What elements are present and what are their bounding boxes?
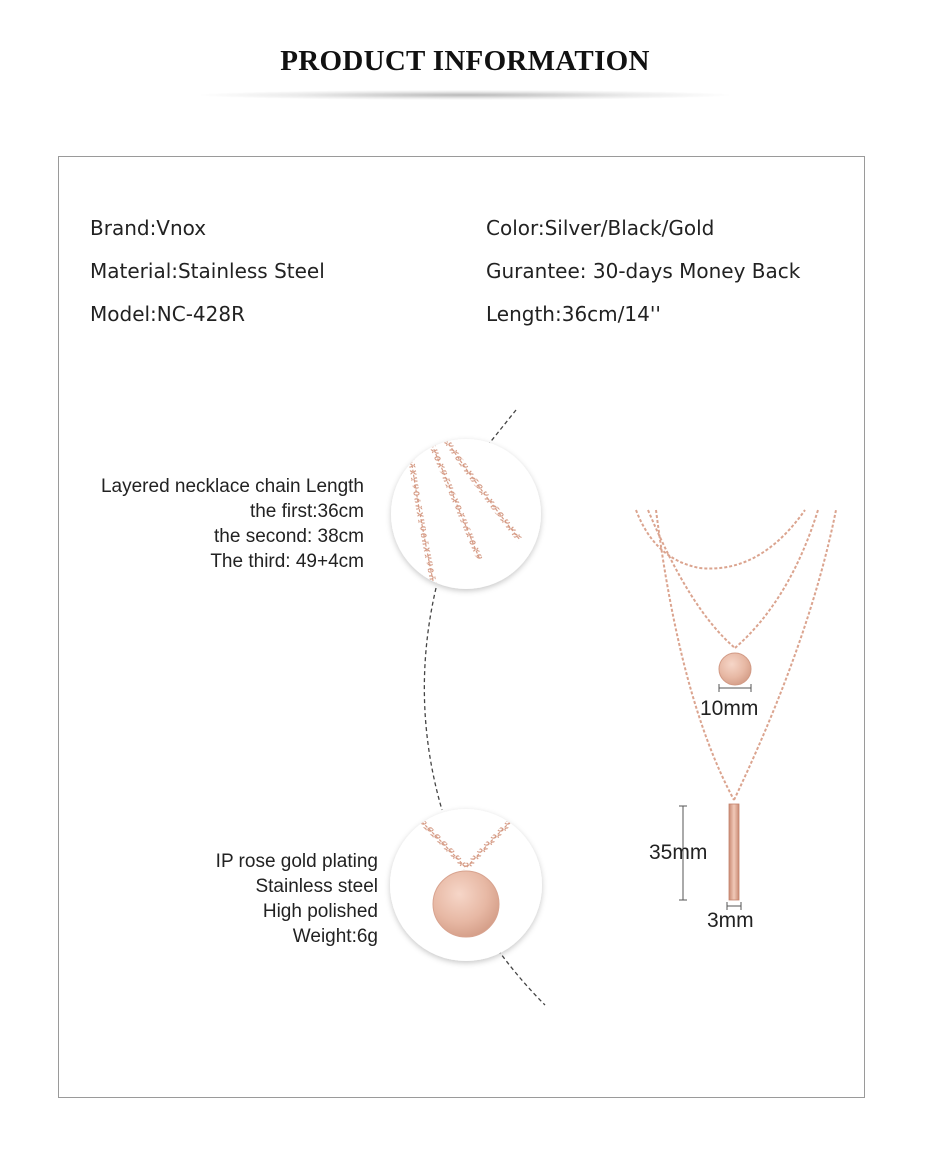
- pendant-material-callout: [150, 849, 378, 949]
- chain-callout-title: Layered necklace chain Length: [100, 476, 364, 497]
- connector-arc-middle: [424, 588, 442, 810]
- material-text: Stainless steel: [255, 876, 378, 897]
- chain-zoom-circle: [391, 439, 541, 590]
- spec-brand: Brand:Vnox: [90, 216, 207, 240]
- spec-color: Color:Silver/Black/Gold: [486, 216, 715, 240]
- spec-guarantee: Gurantee: 30-days Money Back: [486, 259, 801, 283]
- connector-arc-lower: [498, 950, 545, 1005]
- spec-length: Length:36cm/14'': [486, 302, 661, 326]
- plating-text: IP rose gold plating: [215, 851, 378, 872]
- page-title: PRODUCT INFORMATION: [280, 45, 650, 77]
- bar-width-label: 3mm: [707, 909, 754, 932]
- weight-text: Weight:6g: [292, 926, 378, 947]
- chain-length-third: The third: 49+4cm: [210, 551, 364, 572]
- chain-length-second: the second: 38cm: [214, 526, 364, 547]
- disc-diameter-label: 10mm: [700, 697, 759, 720]
- chain-length-callout: [60, 474, 364, 574]
- spec-material: Material:Stainless Steel: [90, 259, 325, 283]
- chain-length-first: the first:36cm: [249, 501, 364, 522]
- bar-length-label: 35mm: [649, 841, 708, 864]
- finish-text: High polished: [262, 901, 378, 922]
- pendant-zoom-circle: [390, 809, 542, 961]
- spec-model: Model:NC-428R: [90, 302, 245, 326]
